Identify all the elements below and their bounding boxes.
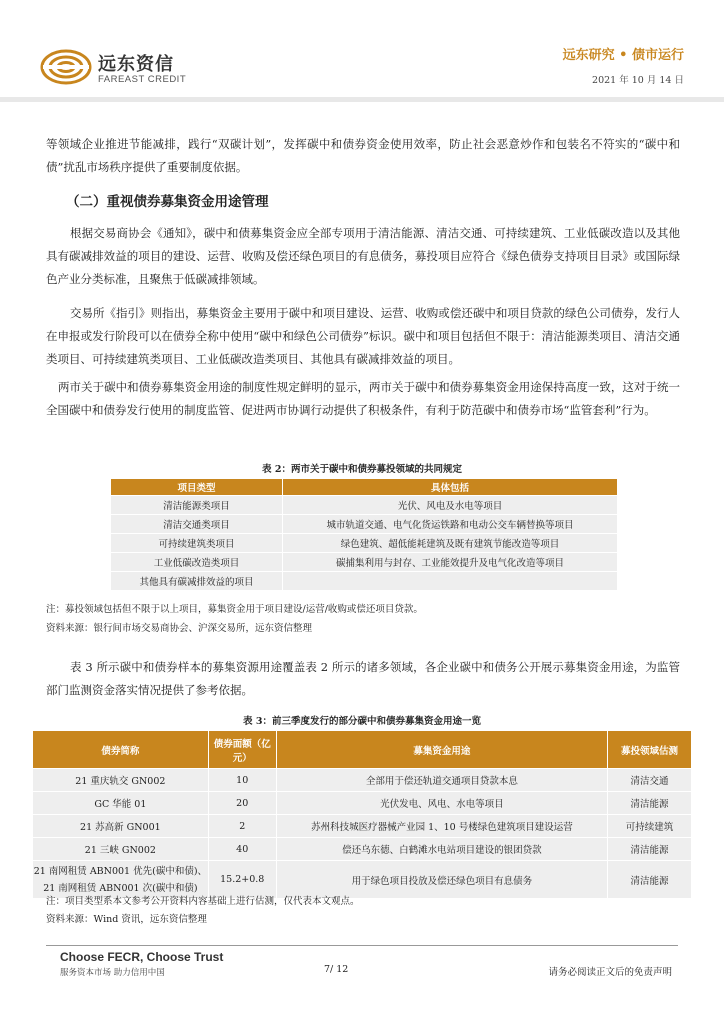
table2-source: 资料来源：银行间市场交易商协会、沪深交易所，远东资信整理 (46, 623, 313, 634)
table3-cell: 苏州科技城医疗器械产业园 1、10 号楼绿色建筑项目建设运营 (276, 815, 607, 838)
table-row (111, 534, 618, 553)
table3-cell: 21 重庆轨交 GN002 (33, 769, 209, 792)
table-row (33, 838, 692, 861)
table2-cell: 可持续建筑类项目 (111, 534, 283, 553)
table3-cell: 40 (208, 838, 276, 861)
fareast-logo-icon (40, 48, 92, 86)
table2-cell: 工业低碳改造类项目 (111, 553, 283, 572)
table2-cell (283, 572, 618, 591)
table3-header-cell: 募投领域估测 (608, 731, 692, 769)
section-heading: （二）重视债券募集资金用途管理 (66, 194, 269, 210)
table2-caption: 表 2：两市关于碳中和债券募投领域的共同规定 (262, 464, 462, 475)
table3-header-row (33, 731, 692, 769)
footer-subtitle: 服务资本市场 助力信用中国 (60, 968, 165, 978)
table2 (110, 478, 618, 591)
table3-cell: 清洁能源 (608, 792, 692, 815)
table3-header-cell: 债券面额（亿元） (208, 731, 276, 769)
table3-cell: GC 华能 01 (33, 792, 209, 815)
table2-cell: 城市轨道交通、电气化货运铁路和电动公交车辆替换等项目 (283, 515, 618, 534)
table3-header-cell: 募集资金用途 (276, 731, 607, 769)
table3-cell: 全部用于偿还轨道交通项目贷款本息 (276, 769, 607, 792)
table3 (32, 730, 692, 899)
paragraph-1: 等领域企业推进节能减排，践行“双碳计划”，发挥碳中和债券资金使用效率，防止社会恶意炒作和包装名不符实的“碳中和债”扰乱市场秩序提供了重要制度依据。 (46, 137, 680, 174)
table3-note: 注：项目类型系本文参考公开资料内容基础上进行估测，仅代表本文观点。 (46, 896, 360, 907)
table2-cell: 其他具有碳减排效益的项目 (111, 572, 283, 591)
table3-cell: 21 三峡 GN002 (33, 838, 209, 861)
paragraph-5: 表 3 所示碳中和债券样本的募集资源用途覆盖表 2 所示的诸多领域，各企业碳中和债务公开展示募集资金用途，为监管部门监测资金落实情况提供了参考依据。 (46, 660, 680, 697)
table-row (111, 496, 618, 515)
page-header (0, 0, 724, 104)
table2-note: 注：募投领域包括但不限于以上项目，募集资金用于项目建设/运营/收购或偿还项目贷款。 (46, 604, 423, 615)
table2-cell: 绿色建筑、超低能耗建筑及既有建筑节能改造等项目 (283, 534, 618, 553)
table3-cell: 20 (208, 792, 276, 815)
table-row (33, 815, 692, 838)
table3-cell: 21 南网租赁 ABN001 优先(碳中和债)、 21 南网租赁 ABN001 次(碳中和债) (33, 861, 209, 899)
disclaimer-notice: 请务必阅读正文后的免责声明 (548, 967, 672, 978)
table3-cell: 清洁能源 (608, 838, 692, 861)
table-row (111, 515, 618, 534)
logo-text-en: FAREAST CREDIT (98, 74, 187, 85)
table3-cell: 10 (208, 769, 276, 792)
table2-header-cell: 具体包括 (283, 479, 618, 496)
paragraph-3: 交易所《指引》则指出，募集资金主要用于碳中和项目建设、运营、收购或偿还碳中和项目贷款的绿色公司债券，发行人在申报或发行阶段可以在债券全称中使用“碳中和绿色公司债券”标识。碳中和项目包括但不限于：清洁能源类项目、清洁交通类项目、可持续建筑类项目、工业低碳改造类项目、其他具有碳减排效益的项目。 (46, 306, 680, 366)
table3-cell: 清洁能源 (608, 861, 692, 899)
table-row (33, 769, 692, 792)
table2-header-row (111, 479, 618, 496)
table3-cell: 用于绿色项目投放及偿还绿色项目有息债务 (276, 861, 607, 899)
header-divider (0, 97, 724, 102)
table3-header-cell: 债券简称 (33, 731, 209, 769)
paragraph-2: 根据交易商协会《通知》，碳中和债募集资金应全部专项用于清洁能源、清洁交通、可持续建筑、工业低碳改造以及其他具有碳减排效益的项目的建设、运营、收购及偿还绿色项目的有息债务，募投项目应符合《绿色债券支持项目目录》或国际绿色产业分类标准，且聚焦于低碳减排领域。 (46, 226, 680, 286)
table-row (111, 572, 618, 591)
table2-header-cell: 项目类型 (111, 479, 283, 496)
table3-caption: 表 3：前三季度发行的部分碳中和债券募集资金用途一览 (243, 716, 481, 727)
table3-cell: 偿还乌东德、白鹤滩水电站项目建设的银团贷款 (276, 838, 607, 861)
footer-slogan: Choose FECR, Choose Trust (60, 950, 224, 964)
report-date: 2021 年 10 月 14 日 (592, 75, 684, 86)
footer-divider (46, 945, 678, 946)
table2-cell: 清洁交通类项目 (111, 515, 283, 534)
table2-cell: 光伏、风电及水电等项目 (283, 496, 618, 515)
table3-source: 资料来源：Wind 资讯，远东资信整理 (46, 914, 207, 925)
table-row (111, 553, 618, 572)
paragraph-4: 两市关于碳中和债券募集资金用途的制度性规定鲜明的显示，两市关于碳中和债券募集资金用途保持高度一致，这对于统一全国碳中和债券发行使用的制度监管、促进两市协调行动提供了积极条件，有利于防范碳中和债券市场“监管套利”行为。 (46, 380, 680, 417)
table3-cell: 15.2+0.8 (208, 861, 276, 899)
table3-cell: 清洁交通 (608, 769, 692, 792)
report-series-title: 远东研究 • 债市运行 (562, 48, 684, 63)
logo-text-cn: 远东资信 (98, 54, 174, 75)
table2-cell: 清洁能源类项目 (111, 496, 283, 515)
table3-cell: 光伏发电、风电、水电等项目 (276, 792, 607, 815)
table3-cell: 21 苏高新 GN001 (33, 815, 209, 838)
table3-cell: 2 (208, 815, 276, 838)
page-number: 7/ 12 (324, 964, 349, 975)
table3-cell: 可持续建筑 (608, 815, 692, 838)
table2-cell: 碳捕集利用与封存、工业能效提升及电气化改造等项目 (283, 553, 618, 572)
table-row (33, 792, 692, 815)
